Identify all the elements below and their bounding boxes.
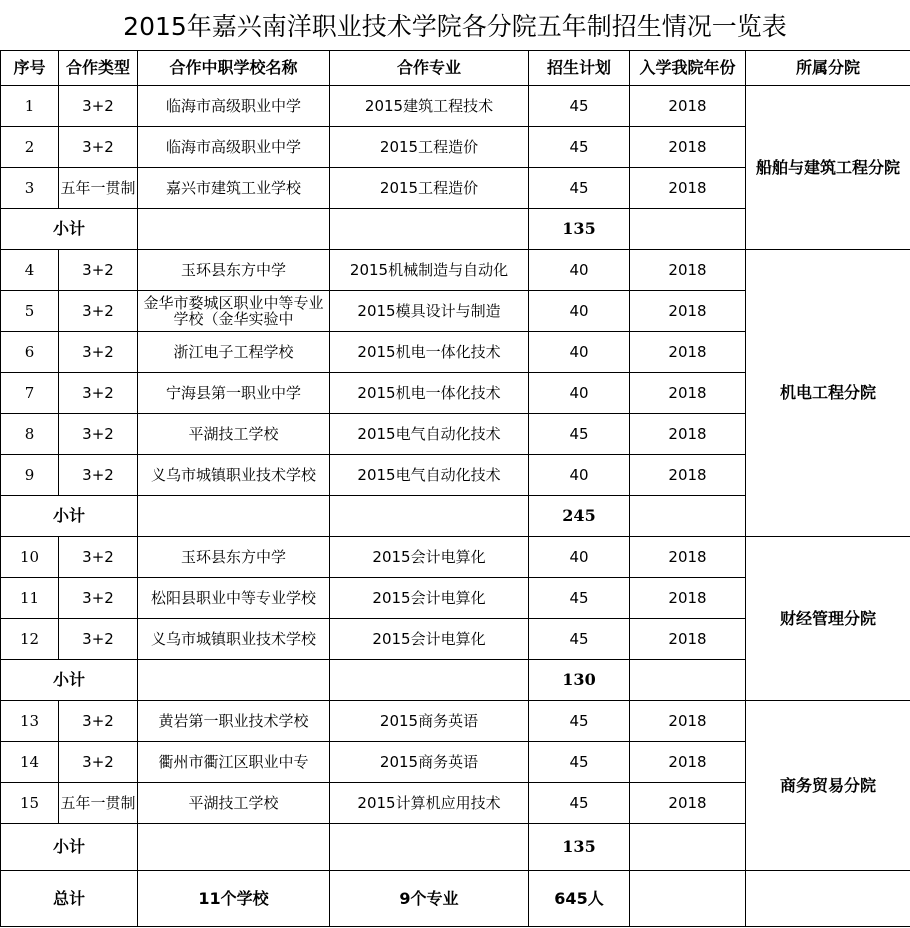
subtotal-label: 小计 bbox=[1, 660, 138, 701]
row-type: 五年一贯制 bbox=[59, 783, 138, 824]
header-cell-college: 所属分院 bbox=[746, 51, 910, 86]
row-year: 2018 bbox=[630, 373, 746, 414]
subtotal-value: 245 bbox=[529, 496, 630, 537]
row-plan: 40 bbox=[529, 291, 630, 332]
row-major: 2015模具设计与制造 bbox=[330, 291, 529, 332]
empty-cell bbox=[138, 496, 330, 537]
row-year: 2018 bbox=[630, 455, 746, 496]
subtotal-value: 130 bbox=[529, 660, 630, 701]
row-no: 1 bbox=[1, 86, 59, 127]
row-year: 2018 bbox=[630, 291, 746, 332]
row-major: 2015会计电算化 bbox=[330, 578, 529, 619]
row-plan: 45 bbox=[529, 86, 630, 127]
college-cell: 商务贸易分院 bbox=[746, 701, 910, 871]
row-type: 3+2 bbox=[59, 455, 138, 496]
row-plan: 45 bbox=[529, 578, 630, 619]
row-plan: 40 bbox=[529, 250, 630, 291]
row-plan: 45 bbox=[529, 168, 630, 209]
empty-cell bbox=[630, 496, 746, 537]
row-no: 15 bbox=[1, 783, 59, 824]
row-type: 3+2 bbox=[59, 373, 138, 414]
row-year: 2018 bbox=[630, 578, 746, 619]
row-type: 3+2 bbox=[59, 250, 138, 291]
row-year: 2018 bbox=[630, 127, 746, 168]
header-cell-type: 合作类型 bbox=[59, 51, 138, 86]
row-school: 金华市婺城区职业中等专业学校（金华实验中 bbox=[138, 291, 330, 332]
row-year: 2018 bbox=[630, 414, 746, 455]
header-cell-major: 合作专业 bbox=[330, 51, 529, 86]
total-plan: 645人 bbox=[529, 871, 630, 927]
empty-cell bbox=[330, 660, 529, 701]
row-school: 浙江电子工程学校 bbox=[138, 332, 330, 373]
subtotal-value: 135 bbox=[529, 824, 630, 871]
row-plan: 40 bbox=[529, 537, 630, 578]
total-label: 总计 bbox=[1, 871, 138, 927]
row-school: 平湖技工学校 bbox=[138, 414, 330, 455]
row-school: 黄岩第一职业技术学校 bbox=[138, 701, 330, 742]
row-type: 3+2 bbox=[59, 742, 138, 783]
row-no: 5 bbox=[1, 291, 59, 332]
row-no: 9 bbox=[1, 455, 59, 496]
row-major: 2015商务英语 bbox=[330, 701, 529, 742]
row-no: 10 bbox=[1, 537, 59, 578]
row-type: 3+2 bbox=[59, 619, 138, 660]
empty-cell bbox=[330, 496, 529, 537]
table-row bbox=[1, 537, 910, 578]
row-type: 3+2 bbox=[59, 414, 138, 455]
table-row bbox=[1, 701, 910, 742]
empty-cell bbox=[630, 824, 746, 871]
row-type: 3+2 bbox=[59, 701, 138, 742]
header-cell-no: 序号 bbox=[1, 51, 59, 86]
row-major: 2015会计电算化 bbox=[330, 619, 529, 660]
empty-cell bbox=[330, 824, 529, 871]
empty-cell bbox=[330, 209, 529, 250]
row-type: 3+2 bbox=[59, 332, 138, 373]
row-year: 2018 bbox=[630, 250, 746, 291]
row-major: 2015工程造价 bbox=[330, 127, 529, 168]
row-plan: 45 bbox=[529, 742, 630, 783]
row-type: 五年一贯制 bbox=[59, 168, 138, 209]
row-year: 2018 bbox=[630, 619, 746, 660]
row-no: 13 bbox=[1, 701, 59, 742]
empty-cell bbox=[138, 824, 330, 871]
empty-cell bbox=[630, 209, 746, 250]
row-school: 义乌市城镇职业技术学校 bbox=[138, 455, 330, 496]
row-major: 2015建筑工程技术 bbox=[330, 86, 529, 127]
row-school: 松阳县职业中等专业学校 bbox=[138, 578, 330, 619]
empty-cell bbox=[138, 660, 330, 701]
row-major: 2015会计电算化 bbox=[330, 537, 529, 578]
row-type: 3+2 bbox=[59, 127, 138, 168]
row-no: 4 bbox=[1, 250, 59, 291]
row-year: 2018 bbox=[630, 168, 746, 209]
row-major: 2015电气自动化技术 bbox=[330, 455, 529, 496]
row-school: 玉环县东方中学 bbox=[138, 537, 330, 578]
sheet-title: 2015年嘉兴南洋职业技术学院各分院五年制招生情况一览表 bbox=[123, 12, 787, 41]
header-cell-plan: 招生计划 bbox=[529, 51, 630, 86]
row-no: 2 bbox=[1, 127, 59, 168]
row-major: 2015计算机应用技术 bbox=[330, 783, 529, 824]
row-plan: 40 bbox=[529, 332, 630, 373]
table-row bbox=[1, 250, 910, 291]
row-type: 3+2 bbox=[59, 578, 138, 619]
row-no: 8 bbox=[1, 414, 59, 455]
row-no: 11 bbox=[1, 578, 59, 619]
subtotal-label: 小计 bbox=[1, 496, 138, 537]
row-school: 玉环县东方中学 bbox=[138, 250, 330, 291]
college-cell: 机电工程分院 bbox=[746, 250, 910, 537]
empty-cell bbox=[630, 871, 746, 927]
table-row bbox=[1, 86, 910, 127]
subtotal-label: 小计 bbox=[1, 824, 138, 871]
row-year: 2018 bbox=[630, 742, 746, 783]
row-year: 2018 bbox=[630, 783, 746, 824]
row-year: 2018 bbox=[630, 86, 746, 127]
row-plan: 40 bbox=[529, 455, 630, 496]
row-school: 临海市高级职业中学 bbox=[138, 127, 330, 168]
row-major: 2015机械制造与自动化 bbox=[330, 250, 529, 291]
row-school: 宁海县第一职业中学 bbox=[138, 373, 330, 414]
row-major: 2015电气自动化技术 bbox=[330, 414, 529, 455]
subtotal-value: 135 bbox=[529, 209, 630, 250]
total-schools: 11个学校 bbox=[138, 871, 330, 927]
subtotal-label: 小计 bbox=[1, 209, 138, 250]
empty-cell bbox=[746, 871, 910, 927]
row-no: 14 bbox=[1, 742, 59, 783]
row-year: 2018 bbox=[630, 332, 746, 373]
row-major: 2015机电一体化技术 bbox=[330, 373, 529, 414]
college-cell: 财经管理分院 bbox=[746, 537, 910, 701]
row-year: 2018 bbox=[630, 701, 746, 742]
empty-cell bbox=[138, 209, 330, 250]
row-school: 嘉兴市建筑工业学校 bbox=[138, 168, 330, 209]
row-type: 3+2 bbox=[59, 291, 138, 332]
empty-cell bbox=[630, 660, 746, 701]
row-year: 2018 bbox=[630, 537, 746, 578]
row-plan: 45 bbox=[529, 414, 630, 455]
row-school: 平湖技工学校 bbox=[138, 783, 330, 824]
enrollment-table bbox=[0, 50, 910, 927]
college-cell: 船舶与建筑工程分院 bbox=[746, 86, 910, 250]
row-school: 义乌市城镇职业技术学校 bbox=[138, 619, 330, 660]
row-major: 2015商务英语 bbox=[330, 742, 529, 783]
total-majors: 9个专业 bbox=[330, 871, 529, 927]
row-no: 3 bbox=[1, 168, 59, 209]
header-cell-year: 入学我院年份 bbox=[630, 51, 746, 86]
row-no: 12 bbox=[1, 619, 59, 660]
row-plan: 45 bbox=[529, 127, 630, 168]
row-type: 3+2 bbox=[59, 537, 138, 578]
row-major: 2015工程造价 bbox=[330, 168, 529, 209]
header-row bbox=[1, 51, 910, 86]
row-type: 3+2 bbox=[59, 86, 138, 127]
row-major: 2015机电一体化技术 bbox=[330, 332, 529, 373]
row-school: 临海市高级职业中学 bbox=[138, 86, 330, 127]
total-row bbox=[1, 871, 910, 927]
header-cell-school: 合作中职学校名称 bbox=[138, 51, 330, 86]
row-no: 7 bbox=[1, 373, 59, 414]
row-plan: 45 bbox=[529, 619, 630, 660]
row-plan: 40 bbox=[529, 373, 630, 414]
row-plan: 45 bbox=[529, 783, 630, 824]
row-plan: 45 bbox=[529, 701, 630, 742]
row-no: 6 bbox=[1, 332, 59, 373]
row-school: 衢州市衢江区职业中专 bbox=[138, 742, 330, 783]
